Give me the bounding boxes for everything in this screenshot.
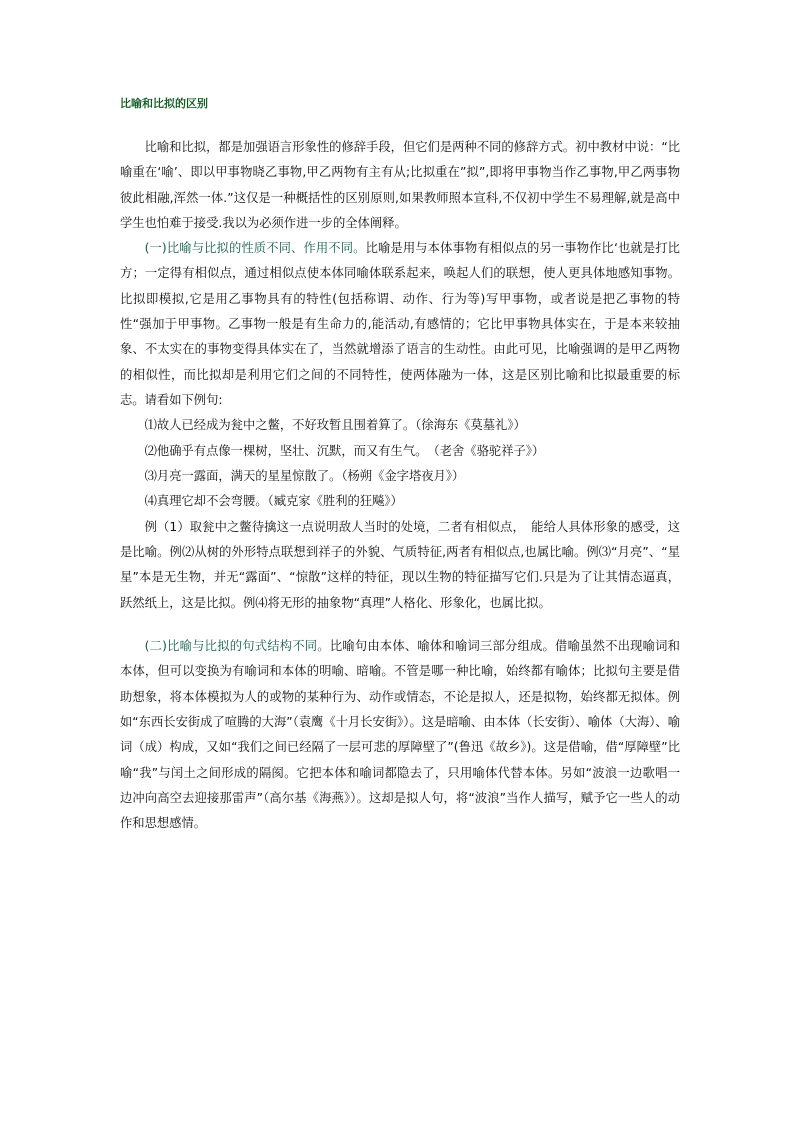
document-title: 比喻和比拟的区别 xyxy=(120,97,208,110)
examples-analysis-paragraph: 例（1）取瓮中之鳖待擒这一点说明敌人当时的处境，二者有相似点， 能给人具体形象的感受，这是比喻。例⑵从树的外形特点联想到祥子的外貌、气质特征,两者有相似点,也属比喻。例⑶“月亮”、“星星”本是无生物，并无“露面”、“惊散”这样的特征，现以生物的特征描写它们.只是为了让其情态逼真，跃然纸上，这是比拟。例⑷将无形的抽象物“真理”人格化、形象化，也属比拟。 xyxy=(120,519,680,610)
section-1-heading: (一)比喻与比拟的性质不同、作用不同。 xyxy=(144,241,366,256)
section-2-paragraph xyxy=(120,634,680,836)
example-2: ⑵他确乎有点像一棵树，坚壮、沉默，而又有生气。 （老舍《骆驼祥子》） xyxy=(144,443,545,458)
section-2-heading: (二)比喻与比拟的句式结构不同。 xyxy=(144,639,330,654)
document-page xyxy=(120,96,680,836)
example-1: ⑴故人已经成为瓮中之鳖，不好玫暂且围着算了。（徐海东《莫墓礼》） xyxy=(144,418,526,433)
section-gap xyxy=(120,616,680,634)
section-1-paragraph xyxy=(120,236,680,413)
section-1-body: 比喻是用与本体事物有相似点的另一事物作比‘也就是打比方；一定得有相似点，通过相似点使本体同喻体联系起来，唤起人们的联想，使人更具体地感知事物。比拟即模拟,它是用乙事物具有的特性(包括称谓、动作、行为等)写甲事物，或者说是把乙事物的特性“强加于甲事物。乙事物一般是有生命力的,能活动,有感情的；它比甲事物具体实在，于是本来较抽象、不太实在的事物变得具体实在了，当然就增添了语言的生动性。由此可见，比喻强调的是甲乙两物的相似性，而比拟却是利用它们之间的不同特性，使两体融为一体，这是区别比喻和比拟最重要的标志。请看如下例句: xyxy=(120,241,680,407)
example-3: ⑶月亮一露面，满天的星星惊散了。（杨朔《金字塔夜月》） xyxy=(144,469,465,484)
intro-paragraph: 比喻和比拟，都是加强语言形象性的修辞手段，但它们是两种不同的修辞方式。初中教材中说：“比喻重在‘喻’、即以甲事物晓乙事物,甲乙两物有主有从;比拟重在”拟”,即将甲事物当作乙事物,甲乙两事物彼此相融,浑然一体.”这仅是一种概括性的区别原则,如果教师照本宣科,不仅初中学生不易理解,就是高中学生也怕难于接受.我以为必须作进一步的全体阐释。 xyxy=(120,140,680,230)
example-4: ⑷真理它却不会弯腰。（臧克家《胜利的狂飚》） xyxy=(144,494,403,509)
section-2-body: 比喻句由本体、喻体和喻词三部分组成。借喻虽然不出现喻词和本体，但可以变换为有喻词和本体的明喻、暗喻。不管是哪一种比喻，始终都有喻体；比拟句主要是借助想象，将本体模拟为人的或物的某种行为、动作或情态，不论是拟人，还是拟物，始终都无拟体。例如“东西长安街成了喧腾的大海”（袁鹰《十月长安街》）。这是暗喻、由本体（长安街）、喻体（大海）、喻词（成）构成，又如“我们之间已经隔了一层可悲的厚障壁了”(鲁迅《故乡》)。这是借喻，借“厚障壁”比喻“我”与闰土之间形成的隔阂。它把本体和喻词都隐去了，只用喻体代替本体。另如“波浪一边歌唱一边冲向高空去迎接那雷声”（高尔基《海燕》）。这却是拟人句，将“波浪”当作人描写，赋予它一些人的动作和思想感情。 xyxy=(120,639,680,831)
